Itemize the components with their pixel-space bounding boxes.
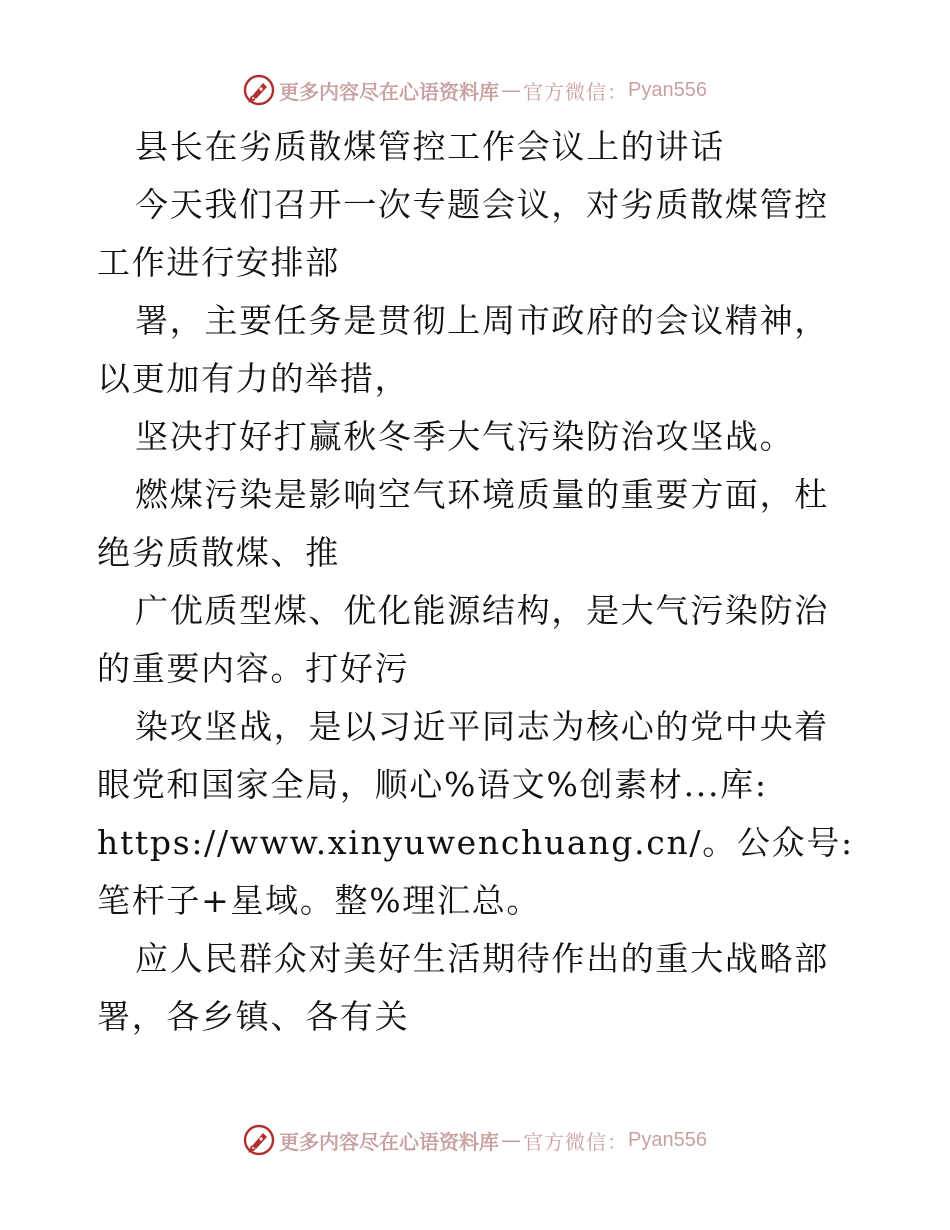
paragraph: 坚决打好打赢秋冬季大气污染防治攻坚战。: [135, 417, 795, 456]
header-wechat-label: 官方微信：: [523, 79, 629, 104]
pen-nib-logo-icon: [243, 74, 275, 106]
footer-separator: —: [501, 1128, 522, 1152]
footer-watermark: [0, 1120, 950, 1160]
paragraph: 应人民群众对美好生活期待作出的重大战略部署，各乡镇、各有关: [97, 939, 829, 1036]
paragraph: 署，主要任务是贯彻上周市政府的会议精神，以更加有力的举措，: [97, 301, 829, 398]
paragraph: 今天我们召开一次专题会议，对劣质散煤管控工作进行安排部: [97, 185, 829, 282]
header-wechat-id: Pyan556: [628, 78, 707, 101]
paragraph: 染攻坚战，是以习近平同志为核心的党中央着眼党和国家全局，顺心%语文%创素材...库:: [97, 707, 829, 804]
header-watermark: [0, 70, 950, 110]
header-separator: —: [501, 78, 522, 102]
footer-wechat-label: 官方微信：: [523, 1129, 629, 1154]
pen-nib-logo-icon: [243, 1124, 275, 1156]
footer-wechat-id: Pyan556: [628, 1128, 707, 1151]
footer-brand-text: 更多内容尽在心语资料库: [279, 1129, 500, 1154]
document-body: [97, 118, 857, 1046]
paragraph: 燃煤污染是影响空气环境质量的重要方面，杜绝劣质散煤、推: [97, 475, 829, 572]
header-brand-text: 更多内容尽在心语资料库: [279, 79, 500, 104]
document-title: 县长在劣质散煤管控工作会议上的讲话: [135, 127, 725, 166]
source-url-line: https://www.xinyuwenchuang.cn/。公众号: 笔杆子+星域。整%理汇总。: [97, 823, 854, 920]
paragraph: 广优质型煤、优化能源结构，是大气污染防治的重要内容。打好污: [97, 591, 829, 688]
